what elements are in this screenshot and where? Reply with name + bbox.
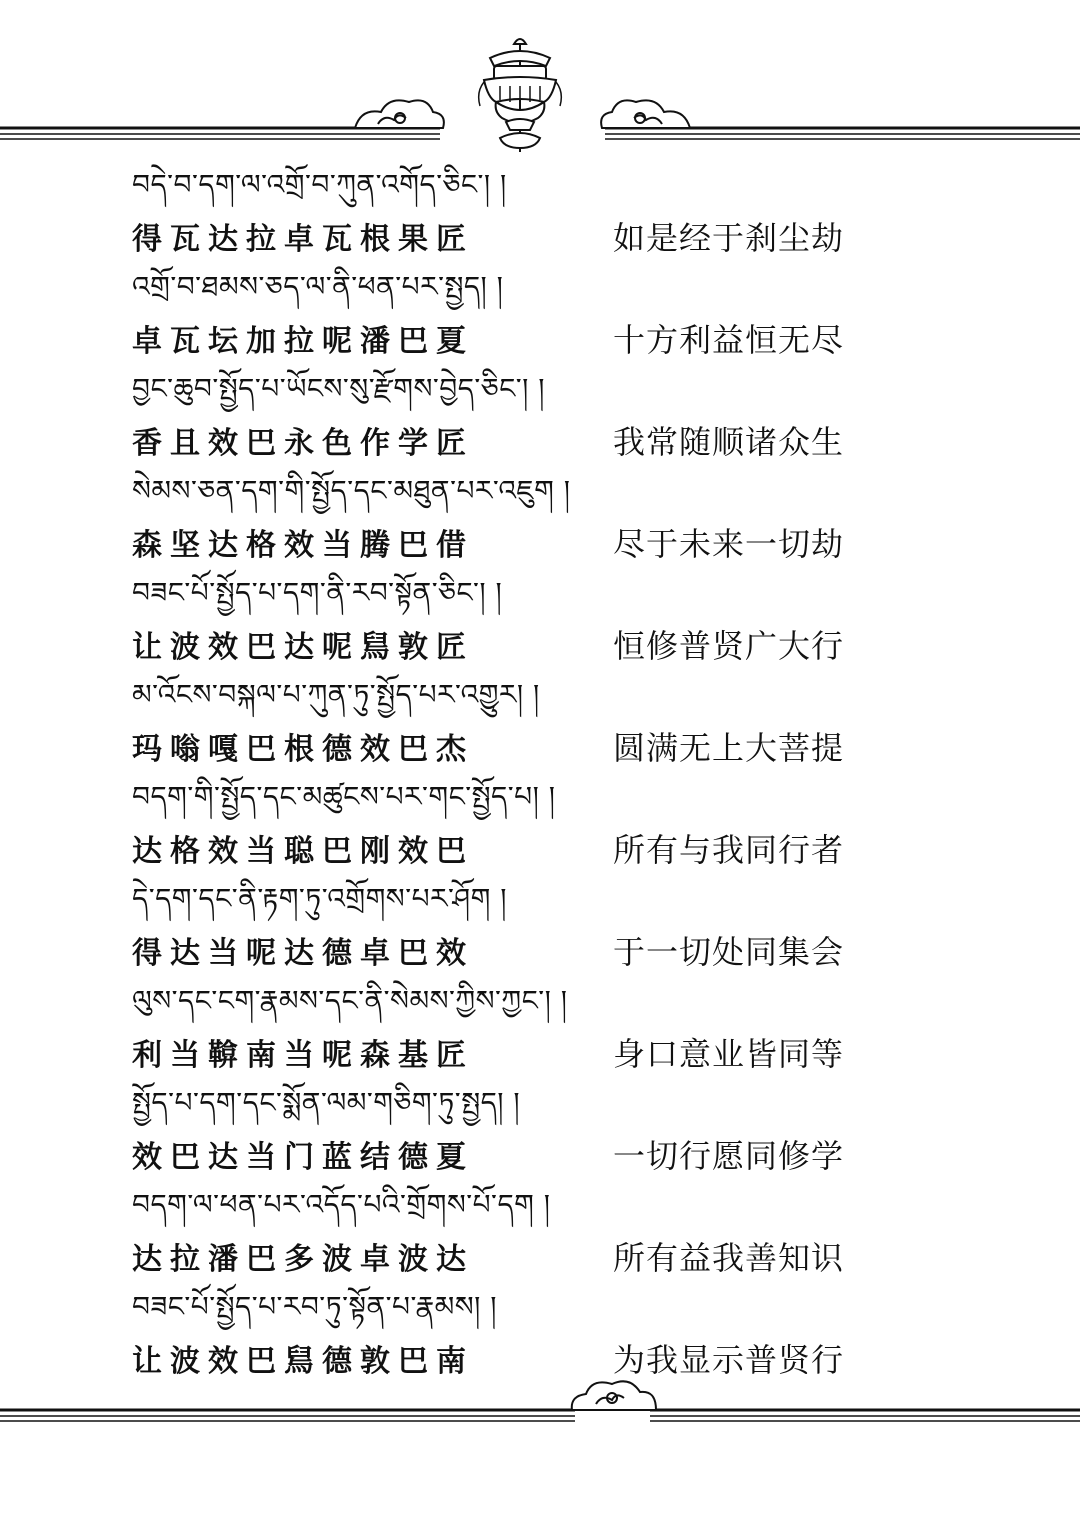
chinese-translation-line: 一切行愿同修学 [612,1137,844,1175]
chinese-translation-line: 为我显示普贤行 [612,1341,844,1379]
tibetan-line: བདག་ལ་ཕན་པར་འདོད་པའི་གྲོགས་པོ་དག ། [132,1188,551,1221]
header-ornament [0,0,1080,160]
verse-block [132,364,852,466]
chinese-translation-line: 我常随顺诸众生 [612,423,844,461]
footer-rule-left [0,1410,575,1421]
chinese-translation-line: 所有益我善知识 [612,1239,844,1277]
chinese-translation-line: 圆满无上大菩提 [612,729,844,767]
tibetan-line: བཟང་པོ་སྤྱོད་པ་དག་ནི་རབ་སྟོན་ཅིང་། ། [132,576,503,609]
verse-row [132,516,852,568]
verse-row [132,210,852,262]
victory-banner-icon [479,39,562,152]
tibetan-line: བཟང་པོ་སྤྱོད་པ་རབ་ཏུ་སྟོན་པ་རྣམས། ། [132,1290,498,1323]
transliteration-line: 香且效巴永色作学匠 [132,426,474,461]
transliteration-line: 利当鞥南当呢森基匠 [132,1038,474,1073]
transliteration-line: 玛嗡嘎巴根德效巴杰 [132,732,474,767]
tibetan-line: བདག་གི་སྤྱོད་དང་མཚུངས་པར་གང་སྤྱོད་པ། ། [132,780,556,813]
transliteration-line: 得瓦达拉卓瓦根果匠 [132,222,474,257]
verse-block [132,976,852,1078]
transliteration-line: 卓瓦坛加拉呢潘巴夏 [132,324,474,359]
transliteration-line: 让波效巴达呢舃敦匠 [132,630,474,665]
verse-row [132,924,852,976]
chinese-translation-line: 如是经于刹尘劫 [612,219,844,257]
chinese-translation-line: 尽于未来一切劫 [612,525,844,563]
verse-block [132,466,852,568]
cloud-right-icon [601,100,690,128]
chinese-translation-line: 于一切处同集会 [612,933,844,971]
chinese-translation-line: 所有与我同行者 [612,831,844,869]
chinese-translation-line: 十方利益恒无尽 [612,321,844,359]
verse-list [132,160,852,1384]
cloud-left-icon [355,100,444,128]
footer-rule-right [650,1410,1080,1421]
verse-block [132,772,852,874]
verse-block [132,262,852,364]
transliteration-line: 达拉潘巴多波卓波达 [132,1242,474,1277]
header-rule-right [605,128,1080,139]
transliteration-line: 效巴达当门蓝结德夏 [132,1140,474,1175]
chinese-translation-line: 恒修普贤广大行 [612,627,844,665]
transliteration-line: 让波效巴舃德敦巴南 [132,1344,474,1379]
verse-block [132,1282,852,1384]
transliteration-line: 得达当呢达德卓巴效 [132,936,474,971]
tibetan-line: མ་འོངས་བསྐལ་པ་ཀུན་ཏུ་སྤྱོད་པར་འགྱུར། ། [132,678,540,711]
verse-block [132,568,852,670]
tibetan-line: བྱང་ཆུབ་སྤྱོད་པ་ཡོངས་སུ་རྫོགས་བྱེད་ཅིང་། ། [132,372,545,405]
verse-row [132,1230,852,1282]
verse-block [132,1180,852,1282]
tibetan-line: སྤྱོད་པ་དག་དང་སྨོན་ལམ་གཅིག་ཏུ་སྤྱད། ། [132,1086,521,1119]
header-rule-left [0,128,440,139]
tibetan-line: བདེ་བ་དག་ལ་འགྲོ་བ་ཀུན་འགོད་ཅིང་། ། [132,168,507,201]
verse-block [132,670,852,772]
transliteration-line: 达格效当聪巴刚效巴 [132,834,474,869]
verse-row [132,312,852,364]
cloud-center-icon [572,1381,656,1410]
tibetan-line: ལུས་དང་ངག་རྣམས་དང་ནི་སེམས་ཀྱིས་ཀྱང་། ། [132,984,568,1017]
verse-block [132,1078,852,1180]
tibetan-line: སེམས་ཅན་དག་གི་སྤྱོད་དང་མཐུན་པར་འཇུག ། [132,474,571,507]
verse-row [132,414,852,466]
tibetan-line: དེ་དག་དང་ནི་རྟག་ཏུ་འགྲོགས་པར་ཤོག ། [132,882,507,915]
tibetan-line: འགྲོ་བ་ཐམས་ཅད་ལ་ནི་ཕན་པར་སྤྱད། ། [132,270,504,303]
verse-row [132,1026,852,1078]
transliteration-line: 森坚达格效当腾巴借 [132,528,474,563]
verse-block [132,874,852,976]
verse-row [132,822,852,874]
verse-row [132,618,852,670]
verse-row [132,1128,852,1180]
verse-block [132,160,852,262]
verse-row [132,720,852,772]
footer-ornament [0,1370,1080,1430]
chinese-translation-line: 身口意业皆同等 [612,1035,844,1073]
